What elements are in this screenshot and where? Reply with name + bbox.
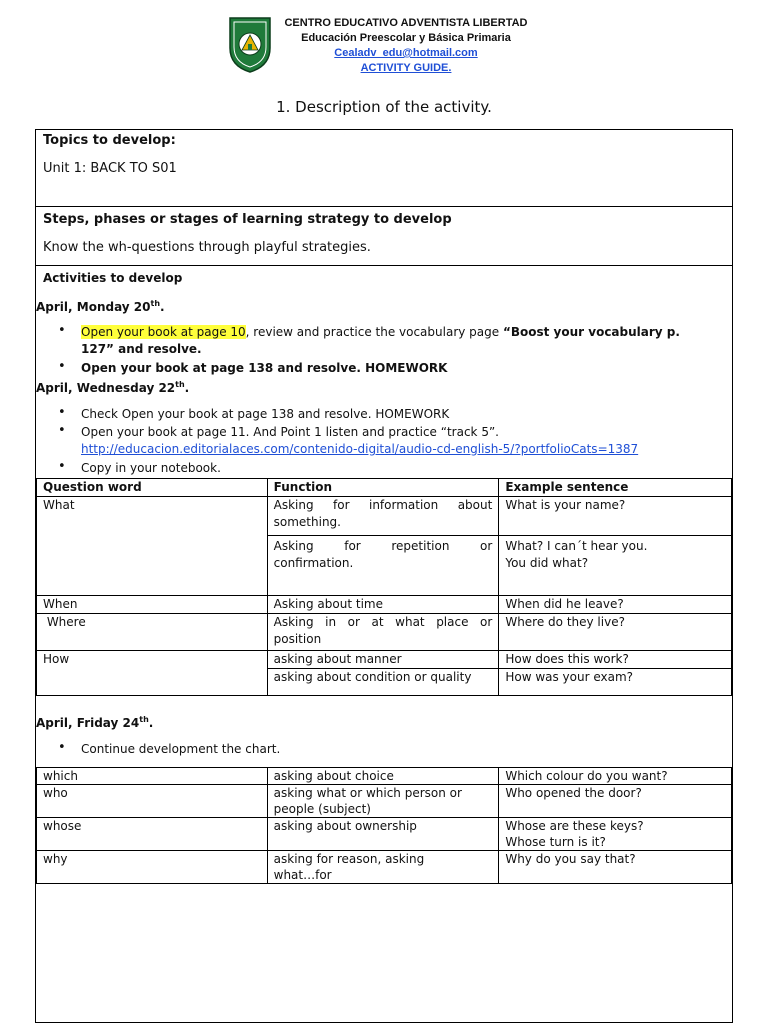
bullet-icon: • xyxy=(58,359,66,374)
table-row xyxy=(37,851,732,884)
wednesday-item-2: Open your book at page 11. And Point 1 listen and practice “track 5”. xyxy=(81,425,499,439)
friday-date xyxy=(36,712,153,731)
more-question-words-table xyxy=(36,767,732,884)
table-row xyxy=(37,614,732,651)
cell-example: How does this work? xyxy=(499,651,732,669)
cell-word: which xyxy=(37,768,268,785)
table-row xyxy=(37,651,732,669)
cell-example-line-2: You did what? xyxy=(505,556,589,570)
cell-example: Why do you say that? xyxy=(499,851,732,884)
cell-example-line-1: What? I can´t hear you. xyxy=(505,539,648,553)
cell-function: asking about choice xyxy=(267,768,499,785)
monday-item-1 xyxy=(81,324,680,340)
cell-word: who xyxy=(37,785,268,818)
cell-example: Which colour do you want? xyxy=(499,768,732,785)
table-header-row xyxy=(37,479,732,497)
friday-item-1: Continue development the chart. xyxy=(81,742,281,756)
cell-word: When xyxy=(37,596,268,614)
wednesday-date-text: April, Wednesday 22 xyxy=(36,381,176,395)
question-words-table xyxy=(36,478,732,696)
school-name: CENTRO EDUCATIVO ADVENTISTA LIBERTAD xyxy=(284,17,528,29)
table-row xyxy=(37,497,732,536)
cell-function-line-1: asking for reason, asking xyxy=(273,852,425,866)
wednesday-date xyxy=(36,377,189,396)
divider xyxy=(35,265,733,266)
cell-example: Where do they live? xyxy=(499,614,732,651)
table-row xyxy=(37,785,732,818)
wednesday-date-dot: . xyxy=(184,381,190,395)
cell-function xyxy=(267,785,499,818)
friday-date-sup: th xyxy=(139,715,149,724)
bullet-icon: • xyxy=(58,423,66,438)
monday-date-dot: . xyxy=(160,300,165,314)
cell-function: asking about manner xyxy=(267,651,499,669)
bullet-icon: • xyxy=(58,459,66,474)
cell-word: What xyxy=(37,497,268,596)
header-function: Function xyxy=(267,479,499,497)
monday-date-text: April, Monday 20 xyxy=(36,300,151,314)
unit-prefix: Unit 1: xyxy=(43,161,91,176)
cell-example: When did he leave? xyxy=(499,596,732,614)
cell-example xyxy=(499,536,732,596)
bullet-icon: • xyxy=(58,323,66,338)
friday-date-text: April, Friday 24 xyxy=(36,716,140,730)
cell-example: What is your name? xyxy=(499,497,732,536)
monday-item-1-line-2: 127” and resolve. xyxy=(81,342,202,356)
steps-label: Steps, phases or stages of learning strategy to develop xyxy=(43,212,452,227)
school-info xyxy=(284,16,528,76)
steps-text: Know the wh-questions through playful strategies. xyxy=(43,240,371,255)
cell-function-line-2: what…for xyxy=(273,868,332,882)
school-levels: Educación Preescolar y Básica Primaria xyxy=(301,32,511,44)
wednesday-item-3: Copy in your notebook. xyxy=(81,461,221,475)
document-header xyxy=(0,0,768,92)
school-crest-icon xyxy=(228,14,272,74)
monday-item-2: Open your book at page 138 and resolve. HOMEWORK xyxy=(81,361,448,375)
cell-word: why xyxy=(37,851,268,884)
cell-function: Asking for repetition or confirmation. xyxy=(267,536,499,596)
wednesday-item-1: Check Open your book at page 138 and resolve. HOMEWORK xyxy=(81,407,450,421)
header-question-word: Question word xyxy=(37,479,268,497)
cell-example-line-2: Whose turn is it? xyxy=(505,835,606,849)
cell-example: Who opened the door? xyxy=(499,785,732,818)
cell-example xyxy=(499,818,732,851)
wednesday-date-sup: th xyxy=(175,380,185,389)
bullet-icon: • xyxy=(58,740,66,755)
table-row xyxy=(37,768,732,785)
cell-example: How was your exam? xyxy=(499,669,732,696)
topics-label: Topics to develop: xyxy=(43,133,176,148)
audio-track-link[interactable]: http://educacion.editorialaces.com/contenido-digital/audio-cd-english-5/?portfolioCats=1387 xyxy=(81,442,639,456)
monday-item-1-highlight: Open your book at page 10 xyxy=(81,325,246,339)
cell-function: asking about ownership xyxy=(267,818,499,851)
monday-date xyxy=(36,296,165,315)
divider xyxy=(35,206,733,207)
cell-function xyxy=(267,851,499,884)
description-title: 1. Description of the activity. xyxy=(276,98,492,116)
table-row xyxy=(37,818,732,851)
cell-function-line-1: asking what or which person or xyxy=(273,786,462,800)
header-example-sentence: Example sentence xyxy=(499,479,732,497)
unit-line xyxy=(43,160,177,177)
cell-word: Where xyxy=(37,614,268,651)
cell-word: whose xyxy=(37,818,268,851)
activity-guide-link[interactable]: ACTIVITY GUIDE. xyxy=(360,62,452,74)
cell-function: Asking for information about something. xyxy=(267,497,499,536)
table-row xyxy=(37,596,732,614)
cell-word: How xyxy=(37,651,268,696)
monday-date-sup: th xyxy=(150,299,161,308)
bullet-icon: • xyxy=(58,405,66,420)
cell-function: Asking in or at what place or position xyxy=(267,614,499,651)
friday-date-dot: . xyxy=(148,716,154,730)
cell-function: asking about condition or quality xyxy=(267,669,499,696)
cell-function: Asking about time xyxy=(267,596,499,614)
activities-label: Activities to develop xyxy=(43,271,183,285)
school-email-link[interactable]: Cealadv_edu@hotmail.com xyxy=(334,47,478,59)
cell-function-line-2: people (subject) xyxy=(273,802,371,816)
monday-item-1-bold: “Boost your vocabulary p. xyxy=(502,325,680,339)
cell-example-line-1: Whose are these keys? xyxy=(505,819,644,833)
monday-item-1-text: , review and practice the vocabulary page xyxy=(245,325,503,339)
unit-name: BACK TO S01 xyxy=(90,161,177,176)
